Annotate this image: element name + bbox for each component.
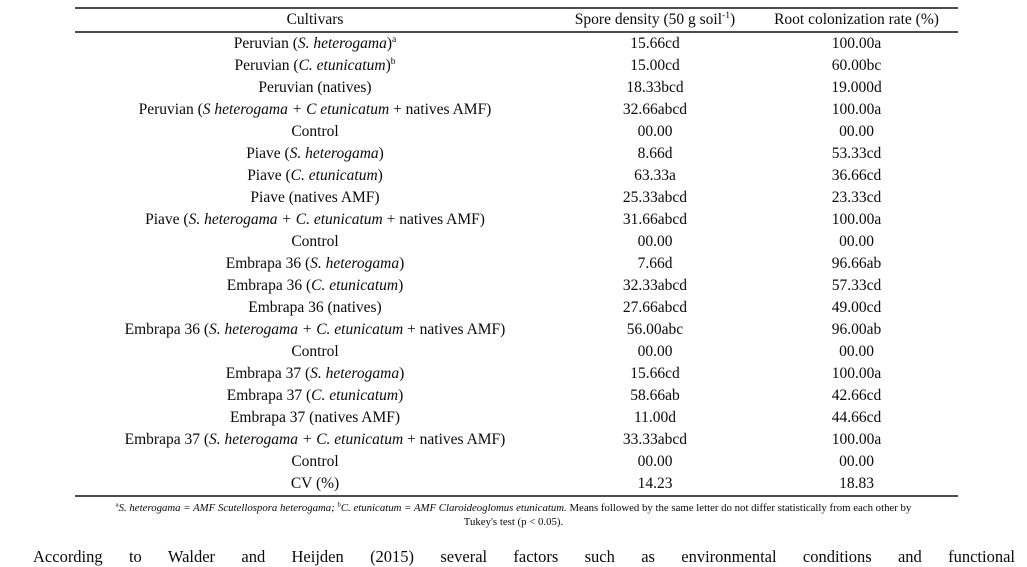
cultivar-cell: Piave (C. etunicatum) <box>247 167 383 184</box>
table-row <box>75 33 958 55</box>
spore-density-cell: 00.00 <box>637 453 673 470</box>
table-body <box>75 33 958 495</box>
cultivar-cell: Embrapa 37 (C. etunicatum) <box>226 387 404 404</box>
spore-density-cell: 27.66abcd <box>622 299 688 316</box>
spore-density-cell: 32.66abcd <box>622 101 688 118</box>
table-row <box>75 55 958 77</box>
cultivar-cell: CV (%) <box>290 475 340 492</box>
cultivar-cell: Embrapa 37 (S. heterogama) <box>225 365 405 382</box>
table-row <box>75 473 958 495</box>
column-header-root-colonization: Root colonization rate (%) <box>774 11 939 28</box>
footnote-statistics-note: Means followed by the same letter do not differ statistically from each other by <box>566 502 912 514</box>
footnote-tukey-line: Tukey's test (p < 0.05). <box>463 515 564 528</box>
spore-density-cell: 7.66d <box>637 255 673 272</box>
table-row <box>75 297 958 319</box>
table-row <box>75 77 958 99</box>
root-colonization-cell: 00.00 <box>839 123 874 140</box>
root-colonization-cell: 19.000d <box>831 79 882 96</box>
root-colonization-cell: 100.00a <box>831 365 882 382</box>
cultivar-cell: Embrapa 37 (S. heterogama + C. etunicatum + natives AMF) <box>124 431 506 448</box>
root-colonization-cell: 36.66cd <box>831 167 882 184</box>
root-colonization-cell: 00.00 <box>839 453 874 470</box>
cultivar-cell: Embrapa 36 (S. heterogama) <box>225 255 405 272</box>
cultivar-cell: Peruvian (S heterogama + C etunicatum + natives AMF) <box>138 101 492 118</box>
table-row <box>75 209 958 231</box>
root-colonization-cell: 100.00a <box>831 211 882 228</box>
spore-header-exponent: -1 <box>722 9 731 21</box>
spore-density-cell: 11.00d <box>633 409 677 426</box>
spore-density-cell: 15.00cd <box>630 57 680 74</box>
cultivar-cell: Control <box>291 343 339 360</box>
spore-density-cell: 14.23 <box>637 475 673 492</box>
spore-header-text: Spore density (50 g soil <box>574 11 723 28</box>
root-colonization-cell: 23.33cd <box>831 189 882 206</box>
root-colonization-cell: 100.00a <box>831 101 882 118</box>
table-row <box>75 187 958 209</box>
spore-density-cell: 32.33abcd <box>622 277 688 294</box>
spore-density-cell: 18.33bcd <box>626 79 684 96</box>
results-table <box>75 7 958 497</box>
table-row <box>75 451 958 473</box>
footnote-species-a: S. heterogama = AMF Scutellospora heterogama; <box>118 502 338 514</box>
cultivar-cell: Embrapa 36 (C. etunicatum) <box>226 277 404 294</box>
cultivar-cell: Control <box>291 123 339 140</box>
cultivar-cell: Control <box>291 233 339 250</box>
table-bottom-rule <box>75 495 958 497</box>
spore-density-cell: 63.33a <box>634 167 676 184</box>
cultivar-cell: Embrapa 36 (natives) <box>248 299 382 316</box>
table-row <box>75 341 958 363</box>
table-row <box>75 275 958 297</box>
root-colonization-cell: 00.00 <box>839 233 874 250</box>
root-colonization-cell: 100.00a <box>831 431 882 448</box>
table-header-row <box>75 9 958 31</box>
spore-density-cell: 15.66cd <box>630 365 680 382</box>
root-colonization-cell: 49.00cd <box>831 299 882 316</box>
root-colonization-cell: 60.00bc <box>831 57 882 74</box>
table-row <box>75 231 958 253</box>
root-colonization-cell: 96.66ab <box>831 255 882 272</box>
column-header-cultivars: Cultivars <box>286 11 344 28</box>
table-row <box>75 385 958 407</box>
root-colonization-cell: 100.00a <box>831 35 882 52</box>
spore-density-cell: 33.33abcd <box>622 431 688 448</box>
spore-density-cell: 15.66cd <box>630 35 680 52</box>
table-row <box>75 319 958 341</box>
root-colonization-cell: 96.00ab <box>831 321 882 338</box>
column-header-spore-density <box>555 9 755 31</box>
footnote-marker-b: b <box>337 501 341 509</box>
spore-density-cell: 58.66ab <box>630 387 680 404</box>
root-colonization-cell: 53.33cd <box>831 145 882 162</box>
root-colonization-cell: 57.33cd <box>831 277 882 294</box>
cultivar-cell: Piave (natives AMF) <box>250 189 380 206</box>
spore-density-cell: 00.00 <box>637 233 673 250</box>
spore-density-cell: 00.00 <box>637 123 673 140</box>
root-colonization-cell: 42.66cd <box>831 387 882 404</box>
spore-density-cell: 31.66abcd <box>622 211 688 228</box>
footnote-species-b: C. etunicatum = AMF Claroideoglomus etunicatum. <box>340 502 567 514</box>
cultivar-cell: Peruvian (natives) <box>258 79 372 96</box>
body-text: According to Walder and Heijden (2015) several factors such as environmental conditions and functional <box>33 547 1015 566</box>
root-colonization-cell: 18.83 <box>839 475 874 492</box>
cultivar-cell: Embrapa 37 (natives AMF) <box>229 409 401 426</box>
cultivar-cell: Piave (S. heterogama + C. etunicatum + natives AMF) <box>145 211 485 228</box>
spore-density-cell: 8.66d <box>637 145 673 162</box>
table-row <box>75 407 958 429</box>
root-colonization-cell: 00.00 <box>839 343 874 360</box>
table-row <box>75 165 958 187</box>
cultivar-cell: Control <box>291 453 339 470</box>
spore-density-cell: 56.00abc <box>626 321 684 338</box>
table-row <box>75 253 958 275</box>
table-row <box>75 143 958 165</box>
table-row <box>75 121 958 143</box>
spore-density-cell: 00.00 <box>637 343 673 360</box>
table-footnote <box>25 502 1002 529</box>
table-row <box>75 429 958 451</box>
cultivar-cell: Peruvian (S. heterogama)$^a$ <box>233 33 397 52</box>
spore-header-close: ) <box>730 11 736 28</box>
cultivar-cell: Embrapa 36 (S. heterogama + C. etunicatum + natives AMF) <box>124 321 506 338</box>
cultivar-cell: Piave (S. heterogama) <box>246 145 384 162</box>
table-row <box>75 363 958 385</box>
spore-density-cell: 25.33abcd <box>622 189 688 206</box>
cultivar-cell: Peruvian (C. etunicatum)$^b$ <box>234 55 396 74</box>
footnote-marker-a: a <box>115 501 119 509</box>
table-row <box>75 99 958 121</box>
root-colonization-cell: 44.66cd <box>831 409 882 426</box>
